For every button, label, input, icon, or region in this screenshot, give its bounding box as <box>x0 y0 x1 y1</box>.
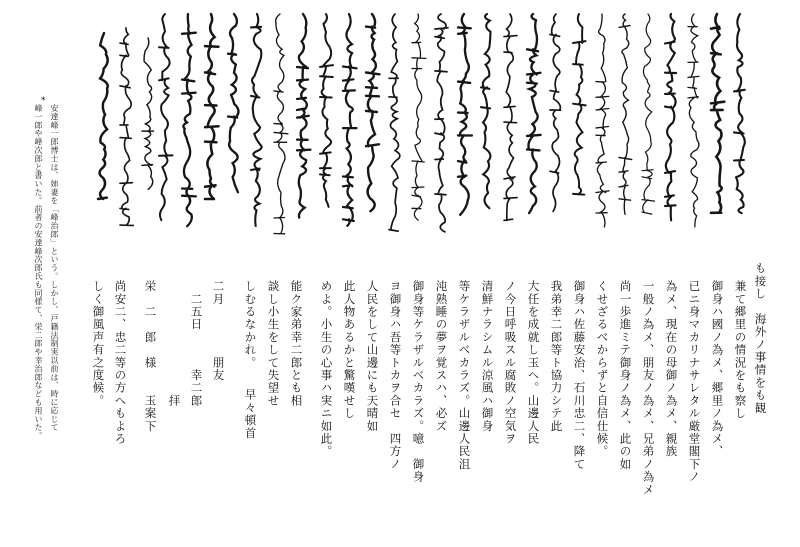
transcription-postscript: しく御風声有之度候。 <box>91 280 106 407</box>
handwritten-letter-facsimile <box>40 8 760 240</box>
footnote-line-1: 安達峰一郎博士は、姉妻を「峰治郎」という。しかし、戸籍法制実以前は、時に応じて <box>50 104 59 432</box>
transcription-date-line: 二五日 幸二郎 <box>189 280 204 407</box>
transcription-postscript: 尚安二、忠二等の方へもよろ <box>113 280 128 446</box>
transcription-column: 沌熟睡の夢ヲ覚スハ、必ズ <box>434 280 449 433</box>
transcription-column: 談し小生をして失望せ <box>266 280 281 407</box>
transcription-column: めよ。小生の心事ハ実ニ如此。 <box>319 280 334 458</box>
handwritten-column-stroke <box>228 14 238 192</box>
handwritten-column-stroke <box>642 14 655 214</box>
transcription-column: くせざるべからずと自信仕候。 <box>595 280 610 458</box>
handwritten-column-stroke <box>251 14 262 226</box>
handwritten-column-stroke <box>182 14 196 226</box>
transcription-column: 等ケラザルベカラズ。山邊人民沮 <box>457 280 472 471</box>
transcription-date-line: 二月 朋友 <box>211 280 226 382</box>
transcription-column: ノ今日呼吸スル腐敗ノ空気ヲ <box>503 280 518 446</box>
handwritten-column-stroke <box>481 14 491 208</box>
handwritten-column-stroke <box>435 14 448 232</box>
handwritten-column-stroke <box>412 14 426 220</box>
handwritten-column-stroke <box>665 14 676 220</box>
handwriting-strokes <box>40 8 760 240</box>
transcription-column: 人民をして山邊にも天晴如 <box>365 280 380 433</box>
handwritten-column-stroke <box>573 14 586 195</box>
handwritten-column-stroke <box>550 14 561 211</box>
transcription-column: 御身ハ佐藤安治、石川忠二、降て <box>572 280 587 471</box>
transcription-column: 一般ノ為メ、朋友ノ為メ、兄弟ノ為メ <box>641 280 656 496</box>
handwritten-column-stroke <box>458 14 472 215</box>
handwritten-column-stroke <box>504 14 517 220</box>
transcription-column: 清鮮ナラシムル涼風ハ御身 <box>480 280 495 433</box>
handwritten-column-stroke <box>688 14 699 227</box>
transcription-column: ヨ御身ハ吾等トカヲ合セ 四方ノ <box>388 280 403 471</box>
handwritten-column-stroke <box>142 38 154 189</box>
handwritten-column-stroke <box>596 14 609 227</box>
handwritten-column-stroke <box>205 14 219 199</box>
transcription-column: 能ク家弟幸二郎とも相 <box>289 280 304 407</box>
transcription-column: 御身等ケラザルベカラズ。噫 御身 <box>411 280 426 484</box>
transcription-column: 已ニ身マカリナサレタル厳堂閣下ノ <box>687 280 702 484</box>
handwritten-column-stroke <box>366 14 380 211</box>
handwritten-column-stroke <box>527 14 541 213</box>
transcription-column: しむるなかれ。 早々頓首 <box>243 280 258 440</box>
footnote-line-2: 峰一郎や峰次郎と書いた。前者の安達峰次郎氏も同様て、栄二郎や幸治郎なども用いた。 <box>34 104 43 440</box>
transcription-column: 兼て郷里の情況をも察し <box>733 280 748 420</box>
transcription-signature-line: 拝 <box>167 280 182 407</box>
handwritten-column-stroke <box>619 14 632 214</box>
transcription-addressee-line: 栄 二 郎 様 玉案下 <box>143 280 158 433</box>
transcription-column: 我弟幸二郎等ト協力シテ此 <box>549 280 564 433</box>
transcription-column: 為メ、現在の母御ノ為メ、親族 <box>664 280 679 458</box>
handwritten-column-stroke <box>320 14 333 207</box>
transcription-column: も接し 海外ノ事情をも観 <box>753 262 768 415</box>
transcription-column: 大任を成就し玉ヘ。山邊人民 <box>526 280 541 446</box>
handwritten-column-stroke <box>98 33 108 199</box>
transcription-column: 御身ハ國ノ為メ、郷里ノ為メ、 <box>710 280 725 458</box>
handwritten-column-stroke <box>389 14 400 231</box>
transcription-column: 此人物あるかと驚嘆せし <box>342 280 357 420</box>
footnote-marker: * <box>41 96 46 106</box>
handwritten-column-stroke <box>734 14 745 213</box>
handwritten-column-stroke <box>120 28 133 225</box>
handwritten-column-stroke <box>274 14 288 234</box>
handwritten-column-stroke <box>343 14 357 226</box>
handwritten-column-stroke <box>159 14 173 220</box>
handwritten-column-stroke <box>297 14 310 218</box>
handwritten-column-stroke <box>711 14 724 213</box>
transcription-column: 尚一歩進ミテ御身ノ為メ、此の如 <box>618 280 633 471</box>
